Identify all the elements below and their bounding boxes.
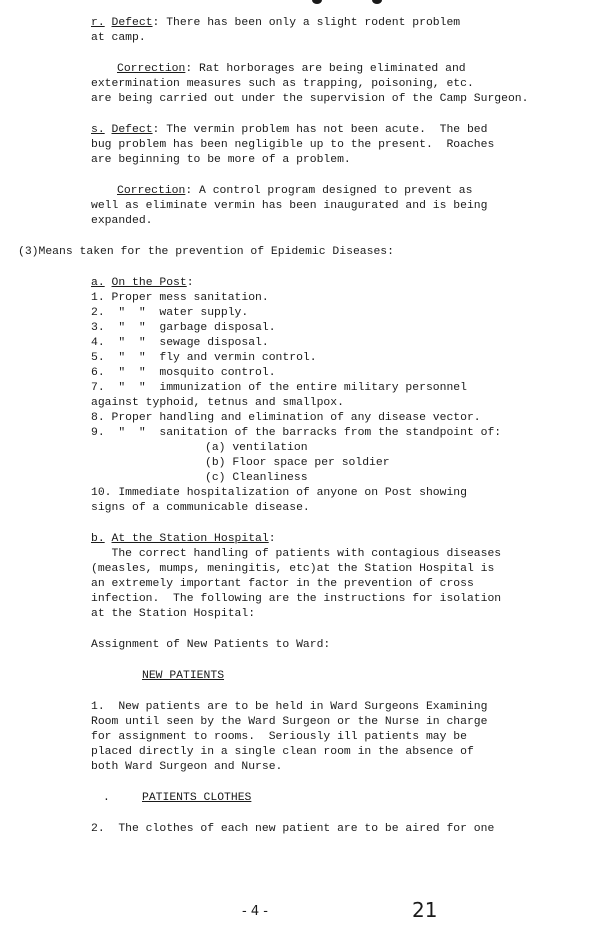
spacer [0, 260, 600, 276]
spacer [0, 168, 600, 184]
list-item: 8. Proper handling and elimination of any disease vector. [91, 412, 481, 424]
list-item: against typhoid, tetnus and smallpox. [91, 397, 344, 409]
new-patients-heading: NEW PATIENTS [142, 670, 225, 682]
colon: : [268, 533, 276, 545]
spacer [0, 775, 600, 791]
spacer [0, 46, 600, 62]
colon: : [186, 277, 194, 289]
text-line: for assignment to rooms. Seriously ill patients may be [91, 731, 467, 743]
list-item: signs of a communicable disease. [91, 502, 310, 514]
subsection-title: On the Post [111, 277, 187, 289]
subsection-b-heading [0, 532, 600, 547]
text-line: extermination measures such as trapping, poisoning, etc. [91, 78, 474, 90]
station-hospital-paragraph [0, 547, 600, 622]
prevention-list [0, 291, 600, 441]
text-line: are being carried out under the supervision of the Camp Surgeon. [91, 93, 529, 105]
subitem: (c) Cleanliness [205, 472, 308, 484]
text-line: Room until seen by the Ward Surgeon or the Nurse in charge [91, 716, 488, 728]
list-item: 4. " " sewage disposal. [91, 337, 269, 349]
text-line: placed directly in a single clean room in the absence of [91, 746, 474, 758]
text-line: both Ward Surgeon and Nurse. [91, 761, 283, 773]
text-line: bug problem has been negligible up to the present. Roaches [91, 139, 495, 151]
subitem: (b) Floor space per soldier [205, 457, 390, 469]
subsection-label: b. [91, 533, 105, 545]
spacer [0, 684, 600, 700]
text-line: : There has been only a slight rodent problem [152, 17, 461, 29]
text-line: The correct handling of patients with contagious diseases [91, 548, 502, 560]
section-r-correction [0, 62, 600, 77]
document-body [0, 16, 600, 837]
text-line: an extremely important factor in the prevention of cross [91, 578, 474, 590]
clothes-heading: PATIENTS CLOTHES [142, 792, 252, 804]
spacer [0, 107, 600, 123]
new-patients-paragraph [0, 700, 600, 775]
sanitation-subitems [0, 441, 600, 486]
defect-heading: Defect [111, 17, 153, 29]
correction-heading: Correction [117, 185, 186, 197]
sheet-number: 21 [412, 898, 438, 922]
text-line: 1. New patients are to be held in Ward Surgeons Examining [91, 701, 488, 713]
list-item: 2. " " water supply. [91, 307, 249, 319]
new-patients-line [0, 669, 600, 684]
correction-heading: Correction [117, 63, 186, 75]
text-line: at the Station Hospital: [91, 608, 256, 620]
section-s-defect [0, 123, 600, 138]
clothes-line [0, 791, 600, 806]
text-line: expanded. [91, 215, 153, 227]
list-item: 1. Proper mess sanitation. [91, 292, 269, 304]
text-line: : Rat horborages are being eliminated and [185, 63, 466, 75]
list-item: 6. " " mosquito control. [91, 367, 276, 379]
subitem: (a) ventilation [205, 442, 308, 454]
text-line: : The vermin problem has not been acute. The bed [152, 124, 488, 136]
section-s-correction [0, 184, 600, 199]
list-item: 10. Immediate hospitalization of anyone on Post showing [91, 487, 467, 499]
punch-mark [372, 0, 382, 4]
spacer [0, 653, 600, 669]
text-line: infection. The following are the instructions for isolation [91, 593, 502, 605]
section-label: s. [91, 124, 105, 136]
assignment-heading: Assignment of New Patients to Ward: [91, 639, 331, 651]
punch-mark [312, 0, 322, 4]
page-number: - 4 - [242, 904, 268, 919]
spacer [0, 806, 600, 822]
text-line: well as eliminate vermin has been inaugurated and is being [91, 200, 488, 212]
defect-heading: Defect [111, 124, 153, 136]
text-line: at camp. [91, 32, 146, 44]
subsection-label: a. [91, 277, 105, 289]
text-line: are beginning to be more of a problem. [91, 154, 351, 166]
text-line: (measles, mumps, meningitis, etc)at the Station Hospital is [91, 563, 495, 575]
list-item: 5. " " fly and vermin control. [91, 352, 317, 364]
section-r-defect [0, 16, 600, 31]
subsection-a-heading [0, 276, 600, 291]
list-item: 3. " " garbage disposal. [91, 322, 276, 334]
bullet-dot: . [103, 792, 110, 804]
page-footer [0, 898, 600, 924]
section-label: r. [91, 17, 105, 29]
subsection-title: At the Station Hospital [111, 533, 269, 545]
spacer [0, 622, 600, 638]
spacer [0, 516, 600, 532]
spacer [0, 229, 600, 245]
list-item: 2. The clothes of each new patient are to be aired for one [91, 823, 495, 835]
text-line: : A control program designed to prevent as [185, 185, 473, 197]
list-item: 7. " " immunization of the entire military personnel [91, 382, 467, 394]
section-3-heading: (3)Means taken for the prevention of Epidemic Diseases: [18, 246, 394, 258]
list-item: 9. " " sanitation of the barracks from the standpoint of: [91, 427, 502, 439]
